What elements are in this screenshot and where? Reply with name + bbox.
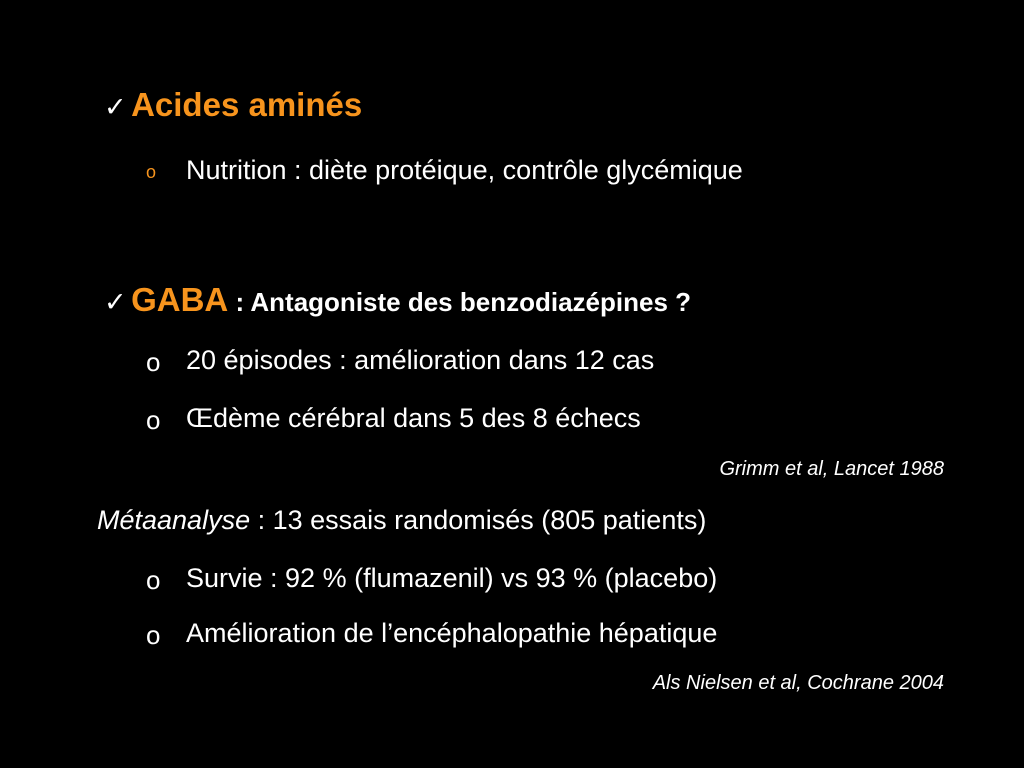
checkmark-icon: ✓ [104, 287, 127, 318]
section3-item: Survie : 92 % (flumazenil) vs 93 % (placebo) [186, 563, 718, 593]
section2-item: 20 épisodes : amélioration dans 12 cas [186, 345, 655, 375]
section1-heading [104, 88, 362, 121]
section3-reference: Als Nielsen et al, Cochrane 2004 [652, 672, 944, 694]
section2-subtitle: : Antagoniste des benzodiazépines ? [228, 287, 692, 317]
bullet-icon: o [146, 162, 157, 182]
section3-lead-italic: Métaanalyse [97, 505, 251, 535]
section3-lead-rest: : 13 essais randomisés (805 patients) [250, 505, 707, 535]
section3-item: Amélioration de l’encéphalopathie hépatique [186, 618, 718, 648]
checkmark-icon: ✓ [104, 92, 127, 123]
section1-title: Acides aminés [131, 86, 363, 123]
section3-lead [97, 507, 706, 534]
section2-item: Œdème cérébral dans 5 des 8 échecs [186, 403, 641, 433]
bullet-icon: o [146, 620, 161, 650]
bullet-icon: o [146, 347, 161, 377]
bullet-icon: o [146, 405, 161, 435]
section2-reference: Grimm et al, Lancet 1988 [719, 458, 944, 480]
section2-title: GABA [131, 281, 229, 318]
bullet-icon: o [146, 565, 161, 595]
section1-item: Nutrition : diète protéique, contrôle glycémique [186, 155, 743, 185]
section2-heading [104, 283, 691, 316]
